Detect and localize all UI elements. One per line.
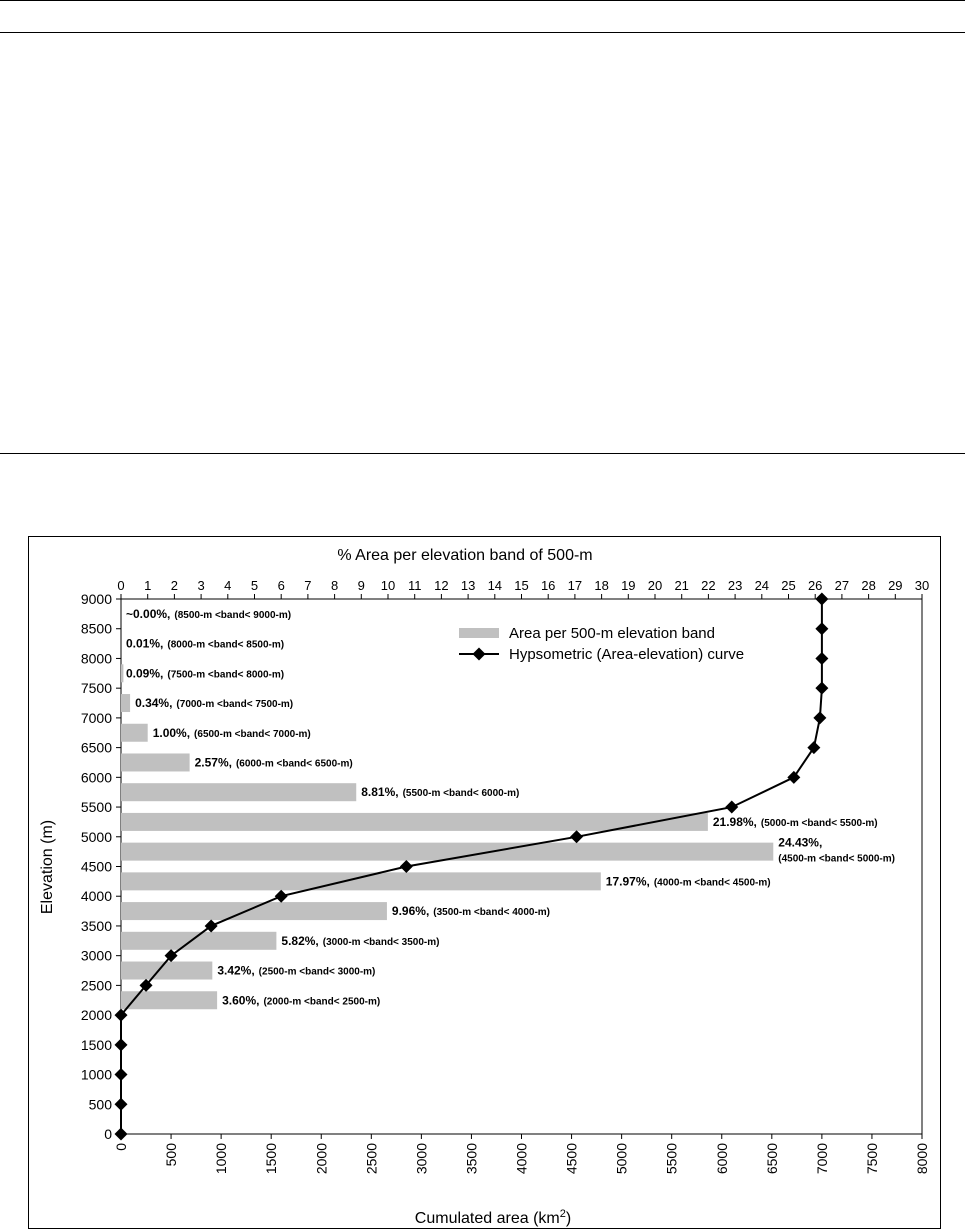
x-top-tick-label: 24 xyxy=(754,578,770,593)
x-top-tick-label: 3 xyxy=(197,578,205,593)
bar-6500 xyxy=(121,724,148,742)
x-bottom-tick-label: 4500 xyxy=(563,1143,580,1175)
x-top-tick-label: 30 xyxy=(914,578,930,593)
bar-4000 xyxy=(121,872,601,890)
bar-percent-label: 17.97%, xyxy=(605,874,650,889)
bar-percent-label: 24.43%, xyxy=(778,835,823,850)
x-top-tick-label: 6 xyxy=(277,578,285,593)
bar-band-label: (4500-m <band< 5000-m) xyxy=(778,853,895,865)
top-axis-title: % Area per elevation band of 500-m xyxy=(337,547,593,564)
x-axis-title-superscript: 2 xyxy=(559,1208,566,1220)
x-top-tick-label: 10 xyxy=(380,578,396,593)
x-bottom-tick-label: 1000 xyxy=(213,1143,230,1175)
y-tick-label: 9000 xyxy=(80,591,112,607)
bar-percent-label: 0.34%, xyxy=(135,696,173,711)
bar-label-7000 xyxy=(135,696,293,710)
x-top-tick-label: 15 xyxy=(514,578,529,593)
x-top-tick-label: 25 xyxy=(781,578,796,593)
top-rule xyxy=(0,0,965,1)
x-top-tick-label: 14 xyxy=(487,578,503,593)
x-top-tick-label: 8 xyxy=(330,578,339,593)
legend-bar-swatch xyxy=(459,628,499,638)
y-tick-label: 1000 xyxy=(80,1066,112,1083)
x-bottom-tick-label: 500 xyxy=(163,1143,180,1167)
y-tick-label: 6000 xyxy=(80,769,112,786)
bar-percent-label: 5.82%, xyxy=(281,933,319,948)
y-tick-label: 4000 xyxy=(80,888,112,905)
x-top-tick-label: 9 xyxy=(357,578,365,593)
bar-percent-label: 8.81%, xyxy=(361,785,399,800)
x-top-tick-label: 11 xyxy=(407,578,422,593)
bar-band-label: (6500-m <band< 7000-m) xyxy=(194,728,311,740)
bar-band-label: (7000-m <band< 7500-m) xyxy=(176,699,294,711)
bar-percent-label: 9.96%, xyxy=(391,904,430,919)
x-top-tick-label: 0 xyxy=(117,578,125,593)
bar-percent-label: 3.60%, xyxy=(222,993,260,1008)
bar-label-2000 xyxy=(222,993,380,1007)
x-top-tick-label: 1 xyxy=(144,578,152,593)
bar-band-label: (8500-m <band< 9000-m) xyxy=(174,609,292,621)
x-top-tick-label: 4 xyxy=(224,578,232,593)
bar-label-6500 xyxy=(153,726,311,740)
bar-band-label: (5500-m <band< 6000-m) xyxy=(402,788,520,800)
bar-percent-label: 3.42%, xyxy=(217,963,255,978)
table-rule-upper xyxy=(0,32,965,33)
x-top-tick-label: 7 xyxy=(304,578,312,593)
bar-2000 xyxy=(121,991,217,1009)
bar-label-6000 xyxy=(195,755,353,769)
bar-2500 xyxy=(121,962,212,980)
bar-3500 xyxy=(121,902,387,920)
bar-band-label: (8000-m <band< 8500-m) xyxy=(167,639,285,651)
x-bottom-tick-label: 5500 xyxy=(663,1143,680,1175)
x-top-tick-label: 22 xyxy=(701,578,716,593)
y-tick-label: 2500 xyxy=(80,977,112,994)
bar-label-5500 xyxy=(361,785,519,799)
y-tick-label: 4500 xyxy=(80,858,112,875)
x-bottom-tick-label: 7000 xyxy=(813,1143,830,1175)
legend-curve-label: Hypsometric (Area-elevation) curve xyxy=(509,646,745,663)
x-top-tick-label: 2 xyxy=(170,578,179,593)
x-top-tick-label: 26 xyxy=(807,578,823,593)
x-axis-title-main: Cumulated area (km xyxy=(414,1210,560,1227)
table-rule-lower xyxy=(0,453,965,454)
bar-label-8000 xyxy=(126,637,284,651)
x-axis-title-close: ) xyxy=(565,1210,572,1227)
bar-7000 xyxy=(121,694,130,712)
x-top-tick-label: 16 xyxy=(540,578,556,593)
bar-label-5000 xyxy=(713,815,878,829)
x-top-tick-label: 23 xyxy=(727,578,743,593)
x-bottom-tick-label: 5000 xyxy=(613,1143,630,1175)
x-bottom-tick-label: 0 xyxy=(113,1143,129,1151)
bar-band-label: (2000-m <band< 2500-m) xyxy=(263,996,381,1008)
x-bottom-tick-label: 3500 xyxy=(463,1143,480,1175)
x-top-tick-label: 12 xyxy=(434,578,449,593)
y-tick-label: 8500 xyxy=(80,620,112,637)
bar-band-label: (4000-m <band< 4500-m) xyxy=(653,877,771,889)
x-top-tick-label: 21 xyxy=(674,578,689,593)
y-tick-label: 3500 xyxy=(80,917,112,934)
x-axis-title xyxy=(415,1208,571,1227)
y-tick-label: 1500 xyxy=(80,1036,112,1053)
bar-percent-label: 2.57%, xyxy=(194,755,232,770)
bar-label-3500 xyxy=(392,904,550,918)
bar-5500 xyxy=(121,783,356,801)
x-top-tick-label: 5 xyxy=(250,578,259,593)
bar-percent-label: 0.01%, xyxy=(126,636,164,651)
x-top-tick-label: 27 xyxy=(834,578,850,593)
y-tick-label: 0 xyxy=(104,1126,112,1142)
x-bottom-tick-label: 3000 xyxy=(413,1143,430,1175)
y-tick-label: 5500 xyxy=(80,799,112,816)
x-bottom-tick-label: 6000 xyxy=(713,1143,730,1175)
bar-label-4000 xyxy=(606,874,771,888)
x-bottom-tick-label: 1500 xyxy=(263,1143,280,1175)
x-top-tick-label: 17 xyxy=(567,578,583,593)
x-bottom-tick-label: 2000 xyxy=(313,1143,330,1175)
x-top-tick-label: 18 xyxy=(594,578,609,593)
x-top-tick-label: 13 xyxy=(460,578,476,593)
bar-label-3000 xyxy=(281,934,439,948)
y-tick-label: 2000 xyxy=(80,1007,112,1024)
bar-band-label: (3500-m <band< 4000-m) xyxy=(433,907,551,919)
x-bottom-tick-label: 8000 xyxy=(914,1143,930,1175)
y-tick-label: 5000 xyxy=(80,828,112,845)
bar-label-7500 xyxy=(126,666,284,680)
x-bottom-tick-label: 4000 xyxy=(513,1143,530,1175)
x-bottom-tick-label: 6500 xyxy=(763,1143,780,1175)
x-top-tick-label: 19 xyxy=(621,578,636,593)
y-tick-label: 7000 xyxy=(80,709,112,726)
y-axis-title: Elevation (m) xyxy=(39,819,56,915)
hypsometric-chart xyxy=(29,537,942,1230)
x-top-tick-label: 29 xyxy=(888,578,903,593)
bar-percent-label: 1.00%, xyxy=(152,725,191,740)
bar-7500 xyxy=(121,664,123,682)
y-tick-label: 8000 xyxy=(80,650,112,667)
bar-band-label: (2500-m <band< 3000-m) xyxy=(258,966,376,978)
y-tick-label: 6500 xyxy=(80,739,112,756)
y-tick-label: 7500 xyxy=(80,680,112,697)
bar-4500 xyxy=(121,843,773,861)
x-top-tick-label: 20 xyxy=(647,578,663,593)
bar-band-label: (7500-m <band< 8000-m) xyxy=(167,669,285,681)
bar-6000 xyxy=(121,753,190,771)
bar-label-8500 xyxy=(126,607,291,621)
y-tick-label: 3000 xyxy=(80,947,112,964)
x-bottom-tick-label: 2500 xyxy=(363,1143,380,1175)
bar-band-label: (5000-m <band< 5500-m) xyxy=(760,817,878,829)
bar-label-2500 xyxy=(217,964,375,978)
legend-bar-label: Area per 500-m elevation band xyxy=(509,625,715,642)
y-tick-label: 500 xyxy=(88,1096,112,1113)
x-top-tick-label: 28 xyxy=(861,578,876,593)
bar-band-label: (3000-m <band< 3500-m) xyxy=(322,936,440,948)
bar-percent-label: 0.09%, xyxy=(126,666,164,681)
x-bottom-tick-label: 7500 xyxy=(863,1143,880,1175)
bar-band-label: (6000-m <band< 6500-m) xyxy=(235,758,353,770)
chart-frame xyxy=(28,536,941,1229)
bar-percent-label: 21.98%, xyxy=(712,814,757,829)
bar-percent-label: ~0.00%, xyxy=(126,606,171,621)
